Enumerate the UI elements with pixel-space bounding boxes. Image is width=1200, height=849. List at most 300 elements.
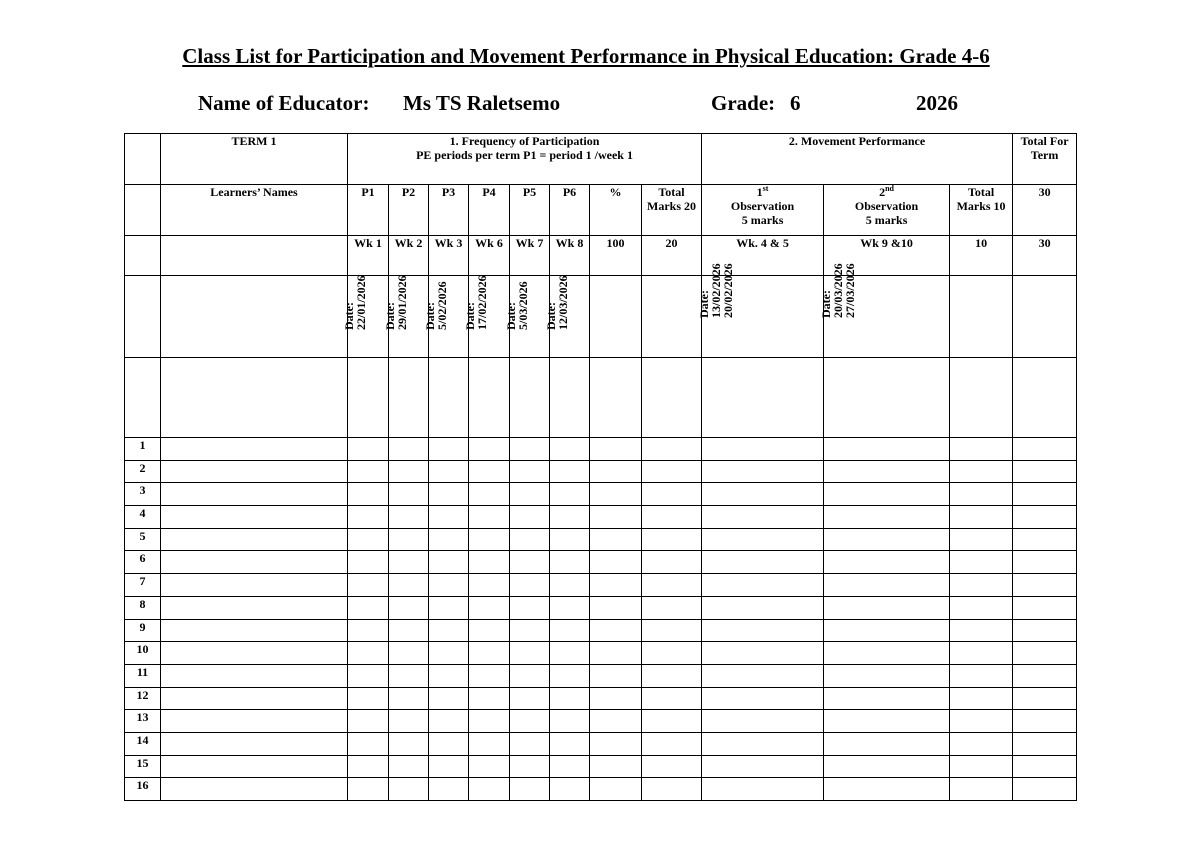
mark-cell[interactable] <box>429 596 469 619</box>
header-row-2 <box>125 185 1077 236</box>
mark-cell[interactable] <box>469 755 510 778</box>
mark-cell[interactable] <box>642 506 702 529</box>
row-number: 5 <box>125 528 161 551</box>
mark-cell[interactable] <box>824 483 950 506</box>
mark-cell[interactable] <box>590 460 642 483</box>
learner-name-cell[interactable] <box>161 687 348 710</box>
obs1-marks: 5 marks <box>741 213 784 227</box>
mark-cell[interactable] <box>950 460 1013 483</box>
mark-cell[interactable] <box>348 619 389 642</box>
mark-cell[interactable] <box>642 528 702 551</box>
mark-cell[interactable] <box>590 687 642 710</box>
mark-cell[interactable] <box>702 664 824 687</box>
mark-cell[interactable] <box>950 506 1013 529</box>
learner-name-cell[interactable] <box>161 710 348 733</box>
row-number: 16 <box>125 778 161 801</box>
mark-cell[interactable] <box>389 551 429 574</box>
mark-cell[interactable] <box>642 551 702 574</box>
mark-cell[interactable] <box>824 528 950 551</box>
mark-cell[interactable] <box>550 732 590 755</box>
grade-value: 6 <box>790 91 801 115</box>
mark-cell[interactable] <box>1013 528 1077 551</box>
mark-cell[interactable] <box>824 710 950 733</box>
obs1-dates: Date: 13/02/2026 20/02/2026 <box>697 263 736 318</box>
mark-cell[interactable] <box>1013 778 1077 801</box>
mark-cell[interactable] <box>469 642 510 665</box>
mark-cell[interactable] <box>429 755 469 778</box>
date-text: Date: 5/03/2026 <box>503 281 530 330</box>
mark-cell[interactable] <box>642 732 702 755</box>
mark-cell[interactable] <box>550 755 590 778</box>
mark-cell[interactable] <box>824 551 950 574</box>
mark-cell[interactable] <box>950 710 1013 733</box>
mark-cell[interactable] <box>950 528 1013 551</box>
learner-row <box>125 596 1077 619</box>
mark-cell[interactable] <box>469 687 510 710</box>
date-text: Date: 29/01/2026 <box>382 275 409 330</box>
mark-cell[interactable] <box>590 596 642 619</box>
obs1-weeks: Wk. 4 & 5 <box>702 236 824 276</box>
mark-cell[interactable] <box>389 732 429 755</box>
mark-cell[interactable] <box>950 483 1013 506</box>
mark-cell[interactable] <box>348 551 389 574</box>
percent-header: % <box>590 185 642 236</box>
mark-cell[interactable] <box>389 574 429 597</box>
mark-cell[interactable] <box>389 778 429 801</box>
mark-cell[interactable] <box>348 755 389 778</box>
mark-cell[interactable] <box>950 642 1013 665</box>
mark-cell[interactable] <box>702 619 824 642</box>
mark-cell[interactable] <box>550 596 590 619</box>
mark-cell[interactable] <box>469 710 510 733</box>
mark-cell[interactable] <box>702 642 824 665</box>
mark-cell[interactable] <box>702 710 824 733</box>
mark-cell[interactable] <box>389 596 429 619</box>
row-number: 13 <box>125 710 161 733</box>
mark-cell[interactable] <box>550 642 590 665</box>
learner-row <box>125 755 1077 778</box>
weeks-row <box>125 236 1077 276</box>
mark-cell[interactable] <box>510 710 550 733</box>
mark-cell[interactable] <box>590 732 642 755</box>
mark-cell[interactable] <box>469 778 510 801</box>
learner-row <box>125 506 1077 529</box>
mark-cell[interactable] <box>510 642 550 665</box>
mark-cell[interactable] <box>469 664 510 687</box>
mark-cell[interactable] <box>348 596 389 619</box>
learner-name-cell[interactable] <box>161 755 348 778</box>
period-header: P6 <box>550 185 590 236</box>
mark-cell[interactable] <box>389 506 429 529</box>
week-cell: Wk 2 <box>389 236 429 276</box>
mark-cell[interactable] <box>590 483 642 506</box>
mark-cell[interactable] <box>950 687 1013 710</box>
mark-cell[interactable] <box>702 528 824 551</box>
mark-cell[interactable] <box>389 619 429 642</box>
mark-cell[interactable] <box>590 619 642 642</box>
obs2-dates: Date: 20/03/2026 27/03/2026 <box>819 263 858 318</box>
mark-cell[interactable] <box>429 506 469 529</box>
mark-cell[interactable] <box>824 619 950 642</box>
mark-cell[interactable] <box>348 460 389 483</box>
mark-cell[interactable] <box>550 506 590 529</box>
period-header: P1 <box>348 185 389 236</box>
mark-cell[interactable] <box>1013 664 1077 687</box>
mark-cell[interactable] <box>469 596 510 619</box>
learner-name-cell[interactable] <box>161 778 348 801</box>
mark-cell[interactable] <box>950 755 1013 778</box>
mark-cell[interactable] <box>642 619 702 642</box>
mark-cell[interactable] <box>348 687 389 710</box>
mark-cell[interactable] <box>510 551 550 574</box>
mark-cell[interactable] <box>642 483 702 506</box>
learner-name-cell[interactable] <box>161 596 348 619</box>
mark-cell[interactable] <box>348 642 389 665</box>
mark-cell[interactable] <box>950 596 1013 619</box>
mark-cell[interactable] <box>550 528 590 551</box>
mark-cell[interactable] <box>469 528 510 551</box>
mark-cell[interactable] <box>469 438 510 461</box>
date-text: Date: 22/01/2026 <box>342 275 368 330</box>
period-header: P5 <box>510 185 550 236</box>
row-number: 8 <box>125 596 161 619</box>
mark-cell[interactable] <box>348 710 389 733</box>
obs1-number: 1 <box>756 185 763 199</box>
mark-cell[interactable] <box>510 574 550 597</box>
period-header: P3 <box>429 185 469 236</box>
learner-name-cell[interactable] <box>161 483 348 506</box>
mark-cell[interactable] <box>510 755 550 778</box>
mark-cell[interactable] <box>590 574 642 597</box>
mark-cell[interactable] <box>824 642 950 665</box>
row-number-cell <box>125 276 161 358</box>
header-row-1 <box>125 134 1077 185</box>
observation-1-header <box>702 185 824 236</box>
obs1-ordinal: st <box>762 184 769 193</box>
mark-cell[interactable] <box>702 483 824 506</box>
obs2-label: Observation <box>854 199 919 213</box>
mark-cell[interactable] <box>348 506 389 529</box>
row-number-cell <box>125 185 161 236</box>
obs2-date-cell <box>819 263 950 358</box>
total-term-header: Total For Term <box>1013 134 1077 185</box>
mark-cell[interactable] <box>550 619 590 642</box>
mark-cell[interactable] <box>510 619 550 642</box>
row-number: 1 <box>125 438 161 461</box>
mark-cell[interactable] <box>510 460 550 483</box>
mark-cell[interactable] <box>429 732 469 755</box>
mark-cell[interactable] <box>1013 755 1077 778</box>
learner-name-cell[interactable] <box>161 619 348 642</box>
empty-cell <box>590 276 642 358</box>
mark-cell[interactable] <box>950 551 1013 574</box>
row-number: 7 <box>125 574 161 597</box>
row-number: 12 <box>125 687 161 710</box>
mark-cell[interactable] <box>469 574 510 597</box>
mark-cell[interactable] <box>642 755 702 778</box>
date-text: Date: 17/02/2026 <box>463 275 489 330</box>
mark-cell[interactable] <box>642 460 702 483</box>
frequency-title: 1. Frequency of Participation <box>449 134 600 148</box>
mark-cell[interactable] <box>429 460 469 483</box>
obs1-date-cell <box>697 263 824 358</box>
dates-row <box>125 276 1077 358</box>
date-text: Date: 5/02/2026 <box>422 281 449 330</box>
mark-cell[interactable] <box>702 732 824 755</box>
mark-cell[interactable] <box>642 664 702 687</box>
mark-cell[interactable] <box>642 710 702 733</box>
mark-cell[interactable] <box>1013 574 1077 597</box>
date-cell <box>543 275 590 358</box>
frequency-header <box>348 134 702 185</box>
mark-cell[interactable] <box>510 664 550 687</box>
mark-cell[interactable] <box>389 528 429 551</box>
mark-cell[interactable] <box>550 551 590 574</box>
mark-cell[interactable] <box>429 483 469 506</box>
empty-cell <box>950 276 1013 358</box>
learner-row <box>125 642 1077 665</box>
learner-name-cell[interactable] <box>161 551 348 574</box>
obs2-number: 2 <box>879 185 886 199</box>
mark-cell[interactable] <box>642 642 702 665</box>
mark-cell[interactable] <box>429 574 469 597</box>
mark-cell[interactable] <box>389 687 429 710</box>
mark-cell[interactable] <box>510 778 550 801</box>
mark-cell[interactable] <box>348 528 389 551</box>
row-number: 4 <box>125 506 161 529</box>
mark-cell[interactable] <box>702 460 824 483</box>
learner-name-cell[interactable] <box>161 506 348 529</box>
total-marks-10-header: Total Marks 10 <box>950 185 1013 236</box>
mark-cell[interactable] <box>429 642 469 665</box>
mark-cell[interactable] <box>950 574 1013 597</box>
mark-cell[interactable] <box>642 574 702 597</box>
term-total-header: 30 <box>1013 185 1077 236</box>
learner-row <box>125 574 1077 597</box>
row-number: 15 <box>125 755 161 778</box>
percent-value: 100 <box>590 236 642 276</box>
learner-name-cell[interactable] <box>161 528 348 551</box>
mark-cell[interactable] <box>1013 483 1077 506</box>
mark-cell[interactable] <box>389 755 429 778</box>
learner-name-cell[interactable] <box>161 460 348 483</box>
mark-cell[interactable] <box>1013 506 1077 529</box>
learner-row <box>125 687 1077 710</box>
mark-cell[interactable] <box>1013 732 1077 755</box>
learner-name-cell <box>161 276 348 358</box>
mark-cell[interactable] <box>429 664 469 687</box>
mark-cell[interactable] <box>348 438 389 461</box>
mark-cell[interactable] <box>950 619 1013 642</box>
learner-row <box>125 664 1077 687</box>
mark-cell[interactable] <box>469 460 510 483</box>
mark-cell[interactable] <box>469 483 510 506</box>
mark-cell[interactable] <box>510 732 550 755</box>
mark-cell[interactable] <box>510 596 550 619</box>
mark-cell[interactable] <box>510 528 550 551</box>
mark-cell[interactable] <box>950 778 1013 801</box>
mark-cell[interactable] <box>550 483 590 506</box>
mark-cell[interactable] <box>590 664 642 687</box>
mark-cell[interactable] <box>348 732 389 755</box>
mark-cell[interactable] <box>824 664 950 687</box>
learner-name-cell[interactable] <box>161 664 348 687</box>
learner-name-cell[interactable] <box>161 574 348 597</box>
row-number: 2 <box>125 460 161 483</box>
educator-label: Name of Educator: <box>198 91 370 115</box>
mark-cell[interactable] <box>550 687 590 710</box>
learner-row <box>125 732 1077 755</box>
mark-cell[interactable] <box>469 619 510 642</box>
mark-cell[interactable] <box>389 460 429 483</box>
mark-cell[interactable] <box>642 596 702 619</box>
mark-cell[interactable] <box>824 596 950 619</box>
mark-cell[interactable] <box>590 642 642 665</box>
mark-cell[interactable] <box>590 755 642 778</box>
mark-cell[interactable] <box>702 551 824 574</box>
mark-cell[interactable] <box>824 687 950 710</box>
empty-cell <box>642 276 702 358</box>
obs2-marks: 5 marks <box>865 213 908 227</box>
mark-cell[interactable] <box>550 574 590 597</box>
mark-cell[interactable] <box>550 438 590 461</box>
term-value: 30 <box>1013 236 1077 276</box>
row-number: 14 <box>125 732 161 755</box>
mark-cell[interactable] <box>510 483 550 506</box>
mark-cell[interactable] <box>702 596 824 619</box>
mark-cell[interactable] <box>429 710 469 733</box>
mark-cell[interactable] <box>348 664 389 687</box>
mark-cell[interactable] <box>389 710 429 733</box>
mark-cell[interactable] <box>702 574 824 597</box>
mark-cell[interactable] <box>1013 596 1077 619</box>
mark-cell[interactable] <box>429 687 469 710</box>
obs2-weeks: Wk 9 &10 <box>824 236 950 276</box>
mark-cell[interactable] <box>550 778 590 801</box>
mark-cell[interactable] <box>348 574 389 597</box>
row-number: 6 <box>125 551 161 574</box>
mark-cell[interactable] <box>429 438 469 461</box>
mark-cell[interactable] <box>429 551 469 574</box>
mark-cell[interactable] <box>1013 460 1077 483</box>
mark-cell[interactable] <box>550 664 590 687</box>
mark-cell[interactable] <box>950 664 1013 687</box>
learner-row <box>125 710 1077 733</box>
year: 2026 <box>916 91 958 115</box>
period-header: P4 <box>469 185 510 236</box>
mark-cell[interactable] <box>590 778 642 801</box>
mark-cell[interactable] <box>824 574 950 597</box>
frequency-subtitle: PE periods per term P1 = period 1 /week 1 <box>416 148 633 162</box>
row-number: 3 <box>125 483 161 506</box>
mark-cell[interactable] <box>429 528 469 551</box>
class-list-table <box>124 133 1077 801</box>
grade-label: Grade: <box>711 91 776 115</box>
observation-2-header <box>824 185 950 236</box>
mark-cell[interactable] <box>469 732 510 755</box>
mark-cell[interactable] <box>429 619 469 642</box>
mark-cell[interactable] <box>590 710 642 733</box>
mark-cell[interactable] <box>824 755 950 778</box>
marks-10-value: 10 <box>950 236 1013 276</box>
mark-cell[interactable] <box>1013 438 1077 461</box>
mark-cell[interactable] <box>469 506 510 529</box>
mark-cell[interactable] <box>510 438 550 461</box>
movement-header: 2. Movement Performance <box>702 134 1013 185</box>
learner-row <box>125 619 1077 642</box>
learner-name-cell <box>161 236 348 276</box>
empty-cell <box>1013 276 1077 358</box>
mark-cell[interactable] <box>550 460 590 483</box>
mark-cell[interactable] <box>1013 710 1077 733</box>
mark-cell[interactable] <box>590 551 642 574</box>
mark-cell[interactable] <box>510 687 550 710</box>
mark-cell[interactable] <box>642 778 702 801</box>
learner-row <box>125 460 1077 483</box>
learner-row <box>125 551 1077 574</box>
mark-cell[interactable] <box>348 778 389 801</box>
mark-cell[interactable] <box>590 506 642 529</box>
mark-cell[interactable] <box>389 483 429 506</box>
row-number: 11 <box>125 664 161 687</box>
mark-cell[interactable] <box>590 438 642 461</box>
mark-cell[interactable] <box>702 755 824 778</box>
mark-cell[interactable] <box>1013 687 1077 710</box>
mark-cell[interactable] <box>550 710 590 733</box>
mark-cell[interactable] <box>1013 551 1077 574</box>
learner-name-cell[interactable] <box>161 732 348 755</box>
obs1-label: Observation <box>730 199 795 213</box>
mark-cell[interactable] <box>642 687 702 710</box>
mark-cell[interactable] <box>348 483 389 506</box>
mark-cell[interactable] <box>702 778 824 801</box>
mark-cell[interactable] <box>824 506 950 529</box>
learners-names-header: Learners’ Names <box>161 185 348 236</box>
mark-cell[interactable] <box>590 528 642 551</box>
mark-cell[interactable] <box>824 460 950 483</box>
mark-cell[interactable] <box>1013 619 1077 642</box>
mark-cell[interactable] <box>950 438 1013 461</box>
spacer-row <box>125 358 1077 438</box>
mark-cell[interactable] <box>389 642 429 665</box>
mark-cell[interactable] <box>642 438 702 461</box>
week-cell: Wk 7 <box>510 236 550 276</box>
week-cell: Wk 3 <box>429 236 469 276</box>
mark-cell[interactable] <box>824 778 950 801</box>
mark-cell[interactable] <box>469 551 510 574</box>
page-title: Class List for Participation and Movement Performance in Physical Education: Grade 4-6 <box>182 44 990 68</box>
row-number-cell <box>125 236 161 276</box>
learner-name-cell[interactable] <box>161 438 348 461</box>
mark-cell[interactable] <box>429 778 469 801</box>
mark-cell[interactable] <box>702 438 824 461</box>
mark-cell[interactable] <box>702 687 824 710</box>
week-cell: Wk 8 <box>550 236 590 276</box>
mark-cell[interactable] <box>824 438 950 461</box>
mark-cell[interactable] <box>950 732 1013 755</box>
mark-cell[interactable] <box>702 506 824 529</box>
mark-cell[interactable] <box>824 732 950 755</box>
learner-name-cell[interactable] <box>161 642 348 665</box>
total-marks-20-header: Total Marks 20 <box>642 185 702 236</box>
mark-cell[interactable] <box>1013 642 1077 665</box>
learner-rows <box>125 438 1077 801</box>
mark-cell[interactable] <box>389 438 429 461</box>
mark-cell[interactable] <box>389 664 429 687</box>
learner-row <box>125 778 1077 801</box>
mark-cell[interactable] <box>510 506 550 529</box>
row-number: 10 <box>125 642 161 665</box>
